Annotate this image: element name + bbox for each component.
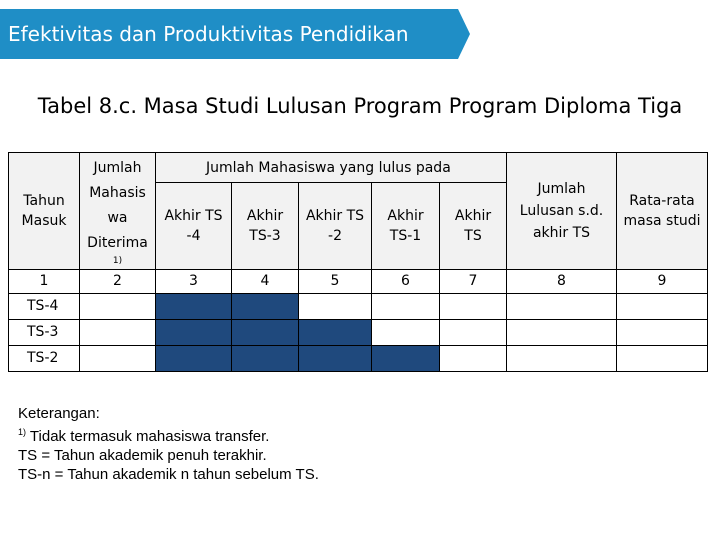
table-cell[interactable]: [617, 319, 708, 345]
header-group-lulus-label: Jumlah Mahasiswa yang lulus pada: [206, 159, 451, 176]
table-row-ts3: [9, 319, 708, 345]
table-cell[interactable]: [80, 293, 156, 319]
header-jumlah-lulusan-label: Jumlah Lulusan s.d. akhir TS: [519, 180, 604, 241]
header-jumlah-diterima-label: Jumlah Mahasis wa Diterima: [87, 159, 148, 251]
header-tahun-masuk-label: Tahun Masuk: [21, 192, 67, 229]
shaded-cell: [232, 345, 299, 371]
header-rata-rata-label: Rata-rata masa studi: [623, 192, 701, 229]
table-cell[interactable]: [617, 293, 708, 319]
header-akhir-ts1: [372, 183, 440, 269]
header-akhir-ts: [440, 183, 507, 269]
header-group-lulus: [156, 153, 507, 183]
shaded-cell: [232, 319, 299, 345]
banner-title: Efektivitas dan Produktivitas Pendidikan: [8, 22, 409, 46]
col-number-2: 2: [80, 269, 156, 293]
shaded-cell: [299, 345, 372, 371]
note-transfer-marker: 1): [18, 427, 27, 437]
table-cell[interactable]: [440, 345, 507, 371]
header-akhir-ts4-label: Akhir TS -4: [164, 207, 223, 244]
table-cell[interactable]: [299, 293, 372, 319]
col-number-5: 5: [299, 269, 372, 293]
header-jumlah-diterima-note: 1): [112, 255, 123, 266]
shaded-cell: [299, 319, 372, 345]
note-transfer: [18, 423, 319, 446]
table-cell[interactable]: [440, 319, 507, 345]
header-rata-rata: [617, 153, 708, 270]
note-ts: TS = Tahun akademik penuh terakhir.: [18, 447, 267, 464]
table-cell[interactable]: [507, 319, 617, 345]
col-number-8: 8: [507, 269, 617, 293]
shaded-cell: [232, 293, 299, 319]
header-row-top: [9, 153, 708, 183]
notes-heading: Keterangan:: [18, 405, 100, 422]
study-duration-table: [8, 152, 708, 372]
col-number-9: 9: [617, 269, 708, 293]
shaded-cell: [156, 319, 232, 345]
col-number-4: 4: [232, 269, 299, 293]
row-label: TS-2: [9, 345, 80, 371]
column-number-row: [9, 269, 708, 293]
note-ts-n: TS-n = Tahun akademik n tahun sebelum TS.: [18, 466, 319, 483]
header-akhir-ts2: [299, 183, 372, 269]
table-cell[interactable]: [372, 319, 440, 345]
table-row-ts4: [9, 293, 708, 319]
table-row-ts2: [9, 345, 708, 371]
table-cell[interactable]: [507, 345, 617, 371]
row-label: TS-3: [9, 319, 80, 345]
table-cell[interactable]: [372, 293, 440, 319]
header-akhir-ts1-label: Akhir TS-1: [387, 207, 424, 244]
notes-block: [18, 404, 319, 484]
note-transfer-text: Tidak termasuk mahasiswa transfer.: [26, 428, 270, 445]
shaded-cell: [156, 293, 232, 319]
header-akhir-ts2-label: Akhir TS -2: [305, 207, 365, 244]
header-jumlah-diterima: [80, 153, 156, 270]
row-label: TS-4: [9, 293, 80, 319]
header-tahun-masuk: [9, 153, 80, 270]
title-banner: [0, 9, 470, 59]
table-cell[interactable]: [617, 345, 708, 371]
header-akhir-ts4: [156, 183, 232, 269]
table-cell[interactable]: [80, 345, 156, 371]
col-number-3: 3: [156, 269, 232, 293]
shaded-cell: [156, 345, 232, 371]
col-number-1: 1: [9, 269, 80, 293]
header-akhir-ts3-label: Akhir TS-3: [246, 207, 284, 244]
header-akhir-ts-label: Akhir TS: [454, 207, 492, 244]
shaded-cell: [372, 345, 440, 371]
header-jumlah-lulusan: [507, 153, 617, 270]
table-cell[interactable]: [507, 293, 617, 319]
col-number-6: 6: [372, 269, 440, 293]
table-cell[interactable]: [440, 293, 507, 319]
table-title: Tabel 8.c. Masa Studi Lulusan Program Program Diploma Tiga: [37, 94, 683, 118]
col-number-7: 7: [440, 269, 507, 293]
header-akhir-ts3: [232, 183, 299, 269]
table-cell[interactable]: [80, 319, 156, 345]
